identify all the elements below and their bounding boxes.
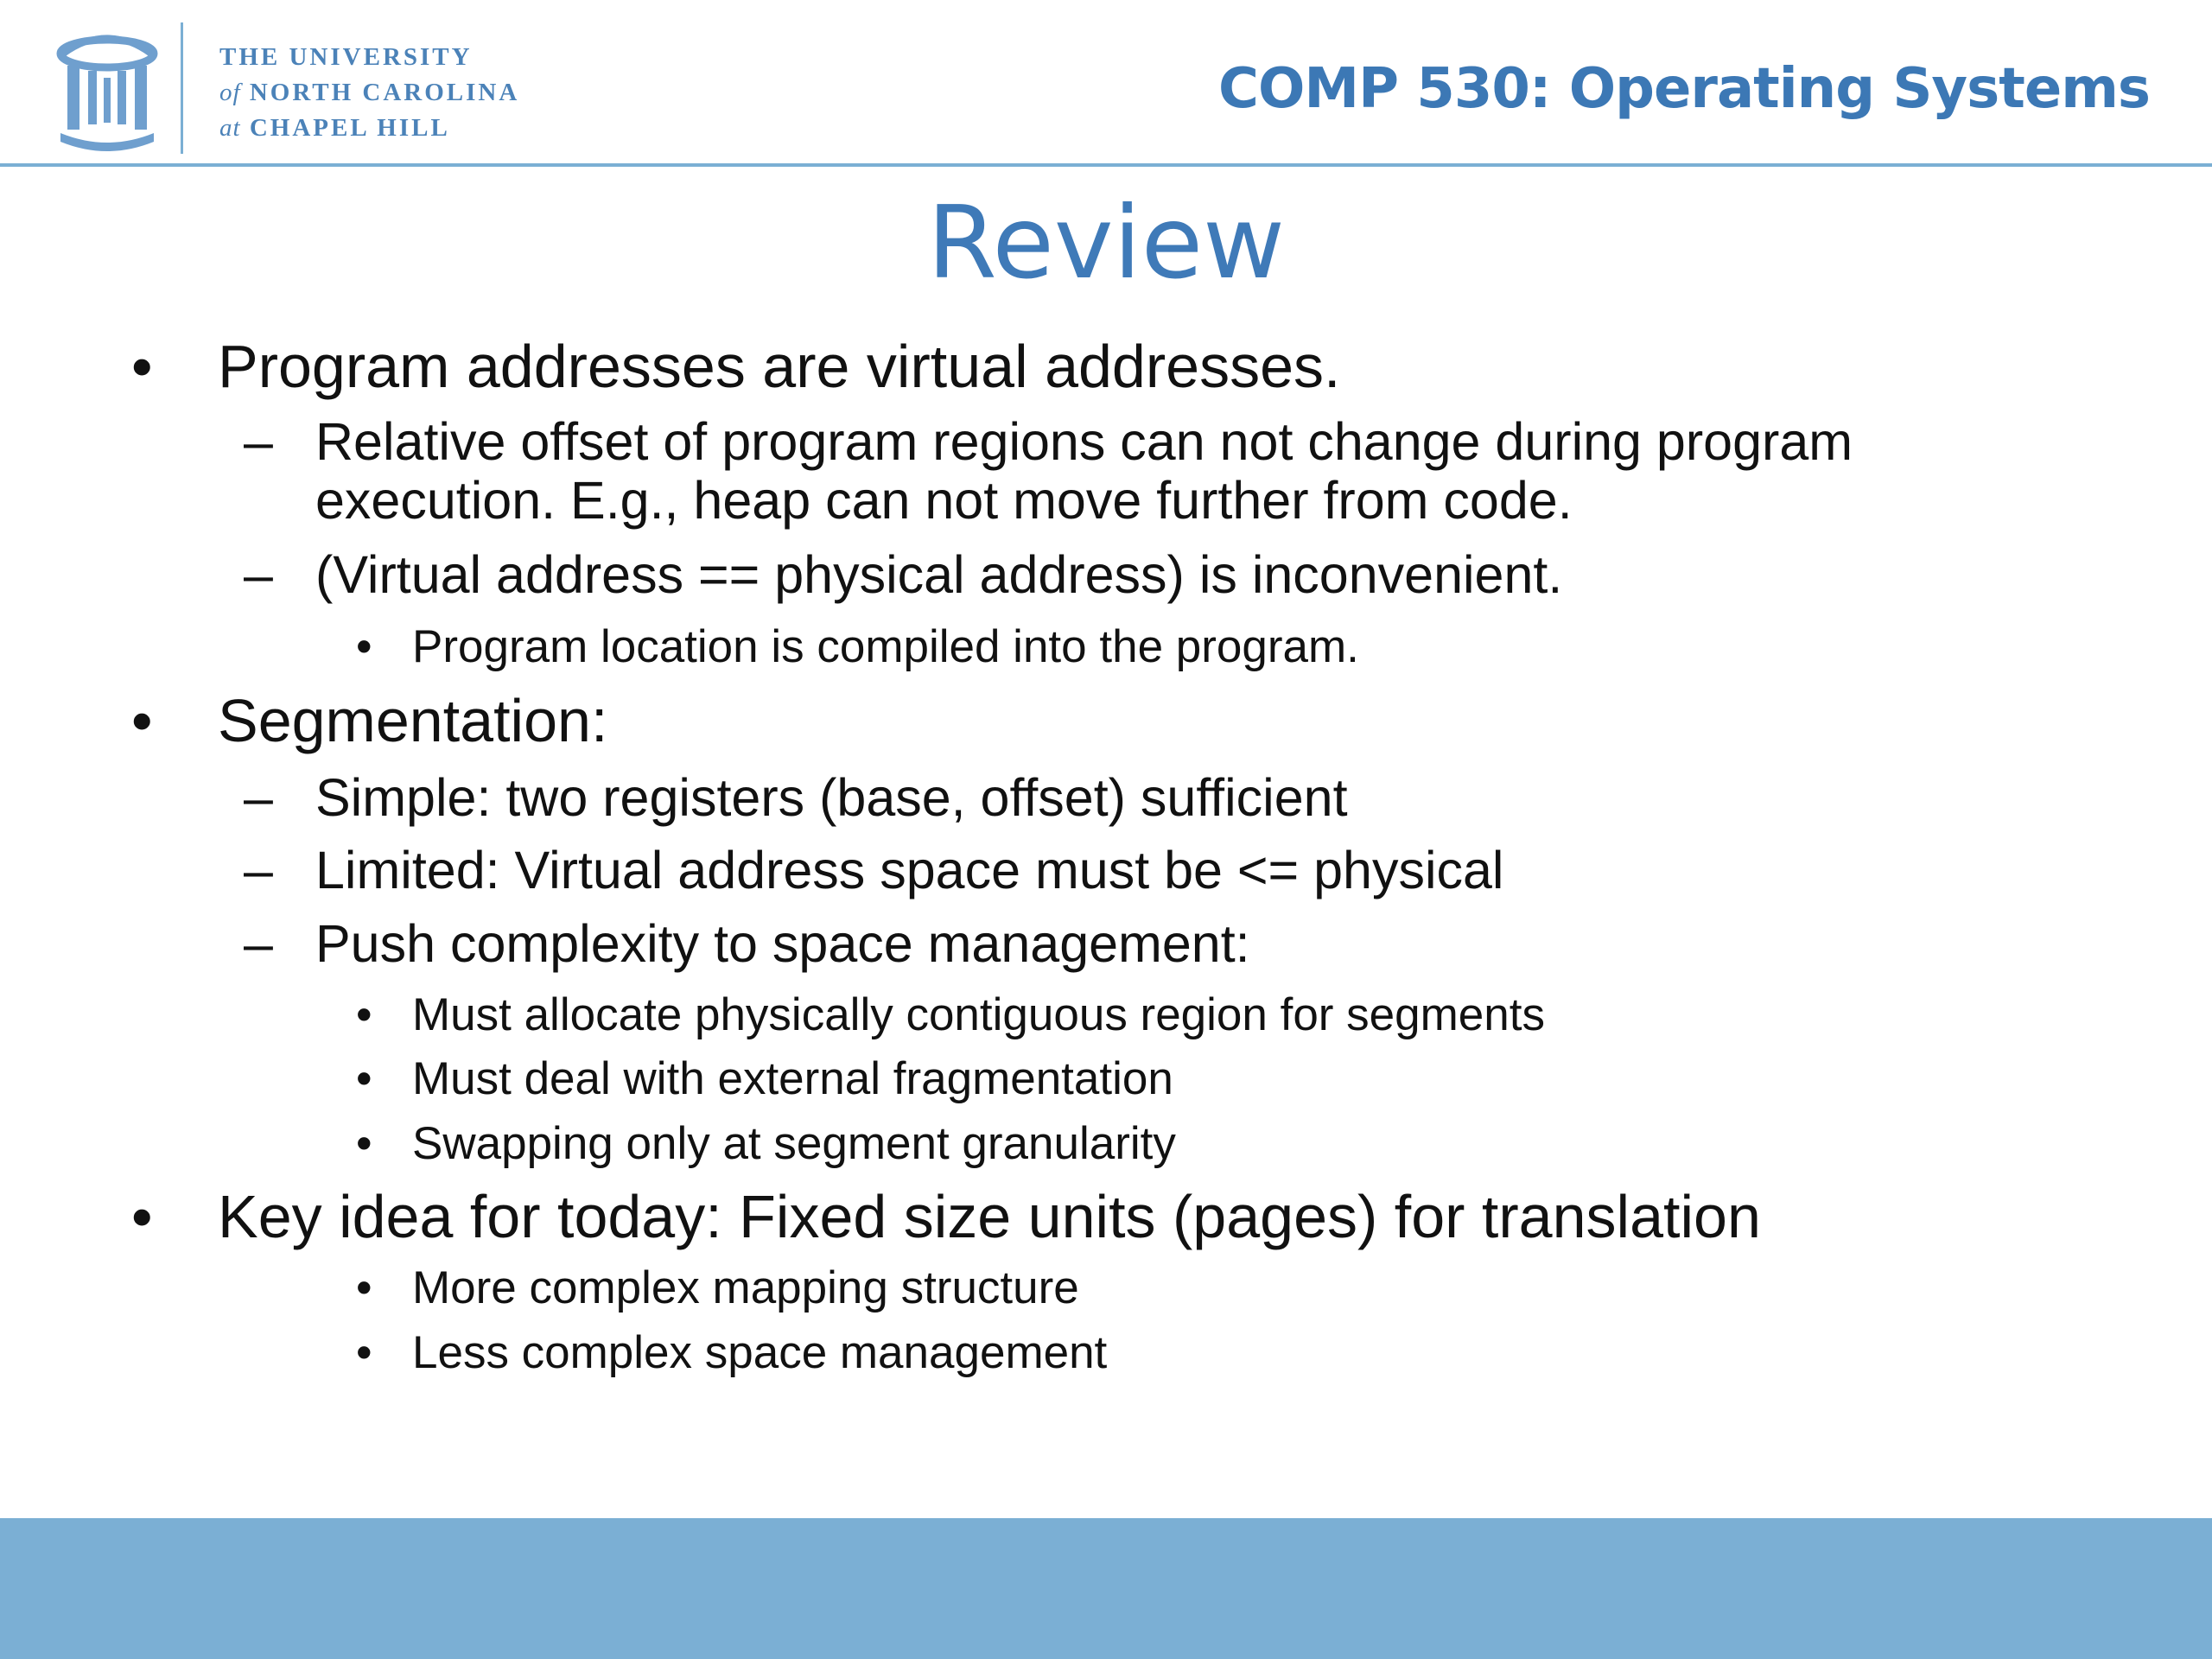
bullet-1-sub-1-line-2: execution. E.g., heap can not move further from code. xyxy=(315,471,1573,530)
university-line-3 xyxy=(219,111,519,146)
bullet-1-sub-2: (Virtual address == physical address) is inconvenient. xyxy=(315,545,1563,604)
university-line-3-prefix: at xyxy=(219,114,241,142)
bullet-2-sub-1: Simple: two registers (base, offset) sufficient xyxy=(315,768,1348,827)
slide-title: Review xyxy=(927,185,1285,302)
bullet-marker: • xyxy=(131,1183,153,1250)
bullet-3: Key idea for today: Fixed size units (pages) for translation xyxy=(218,1183,1761,1250)
bullet-2-sub-2: Limited: Virtual address space must be <= physical xyxy=(315,841,1504,899)
bullet-marker: • xyxy=(131,333,153,400)
university-line-3-text: CHAPEL HILL xyxy=(249,114,450,142)
logo-divider xyxy=(181,22,183,154)
bullet-marker: • xyxy=(356,621,372,672)
bullet-3-item-2: Less complex space management xyxy=(412,1327,1108,1378)
university-line-2 xyxy=(219,75,519,111)
bullet-2: Segmentation: xyxy=(218,687,608,754)
old-well-icon xyxy=(55,31,159,152)
dash-marker: – xyxy=(244,841,273,899)
bullet-marker: • xyxy=(356,1327,372,1378)
bullet-marker: • xyxy=(356,1118,372,1169)
bullet-marker: • xyxy=(356,1262,372,1313)
university-line-1: THE UNIVERSITY xyxy=(219,43,473,71)
bullet-2-sub-3-item-2: Must deal with external fragmentation xyxy=(412,1053,1173,1104)
header-rule xyxy=(0,163,2212,167)
bullet-2-sub-3: Push complexity to space management: xyxy=(315,914,1250,973)
bullet-3-item-1: More complex mapping structure xyxy=(412,1262,1079,1313)
dash-marker: – xyxy=(244,545,273,604)
footer-band xyxy=(0,1518,2212,1659)
bullet-1-sub-1-line-1: Relative offset of program regions can not change during program xyxy=(315,412,1853,471)
bullet-marker: • xyxy=(131,687,153,754)
bullet-2-sub-3-item-3: Swapping only at segment granularity xyxy=(412,1118,1176,1169)
slide-header xyxy=(0,0,2212,166)
course-title: COMP 530: Operating Systems xyxy=(1218,57,2150,121)
dash-marker: – xyxy=(244,412,273,471)
university-line-2-prefix: of xyxy=(219,79,241,106)
university-wordmark xyxy=(219,40,519,146)
bullet-1: Program addresses are virtual addresses. xyxy=(218,333,1341,400)
dash-marker: – xyxy=(244,768,273,827)
bullet-2-sub-3-item-1: Must allocate physically contiguous region for segments xyxy=(412,989,1545,1040)
bullet-marker: • xyxy=(356,1053,372,1104)
university-line-2-text: NORTH CAROLINA xyxy=(249,79,520,106)
bullet-1-sub-2-item-1: Program location is compiled into the program. xyxy=(412,621,1359,672)
bullet-marker: • xyxy=(356,989,372,1040)
dash-marker: – xyxy=(244,914,273,973)
